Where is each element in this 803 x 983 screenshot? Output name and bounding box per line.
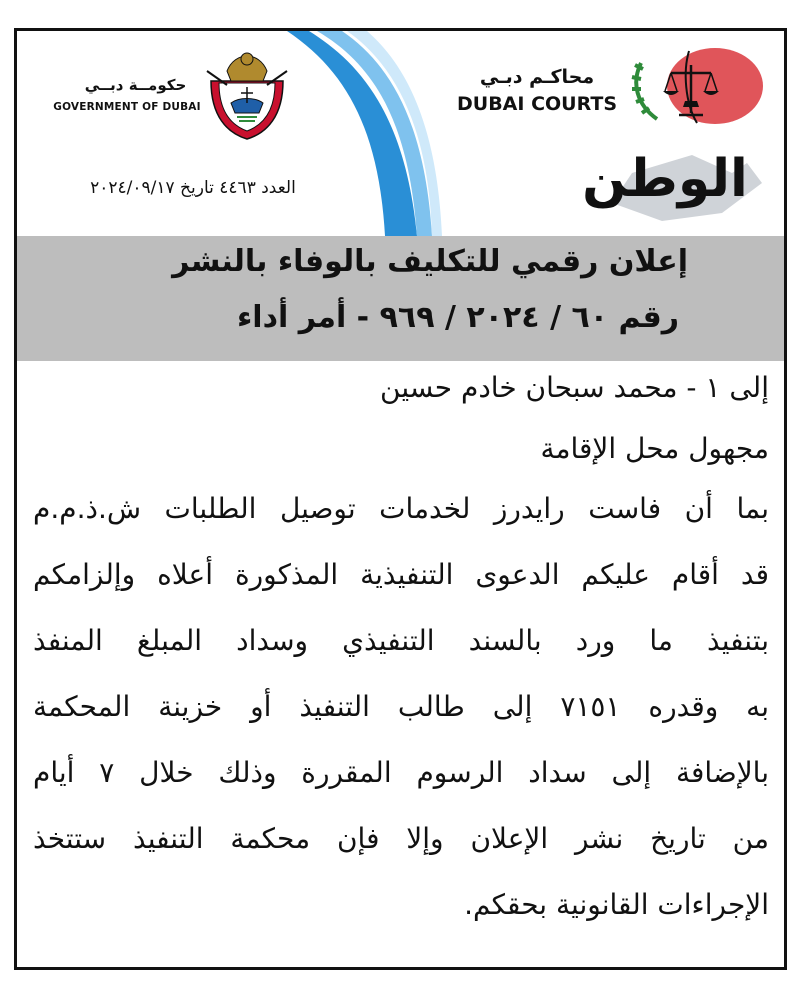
- body-text-line: قد أقام عليكم الدعوى التنفيذية المذكورة أعلاه وإلزامكم: [33, 558, 769, 591]
- body-text-line: به وقدره ٧١٥١ إلى طالب التنفيذ أو خزينة المحكمة: [33, 690, 769, 723]
- body-text-line: بالإضافة إلى سداد الرسوم المقررة وذلك خلال ٧ أيام: [33, 756, 770, 789]
- dubai-government-emblem-icon: [205, 41, 289, 141]
- courts-name-english: DUBAI COURTS: [457, 93, 618, 115]
- case-number: رقم ٦٠ / ٢٠٢٤ / ٩٦٩ - أمر أداء: [236, 300, 679, 335]
- issue-number-date: العدد ٤٤٦٣ تاريخ ٢٠٢٤/٠٩/١٧: [90, 178, 296, 198]
- body-text-line: بما أن فاست رايدرز لخدمات توصيل الطلبات ش.ذ.م.م: [33, 492, 769, 525]
- body-text-line: من تاريخ نشر الإعلان وإلا فإن محكمة التنفيذ ستتخذ: [33, 822, 769, 855]
- dubai-courts-scales-emblem-icon: [627, 43, 767, 129]
- advertisement-frame: [14, 28, 787, 970]
- government-name-english: GOVERNMENT OF DUBAI: [53, 101, 201, 113]
- courts-name-arabic: محاكـم دبـي: [479, 66, 595, 88]
- government-name-arabic: حكومــة دبــي: [84, 76, 187, 94]
- newspaper-name: الوطن: [582, 149, 748, 209]
- announcement-title: إعلان رقمي للتكليف بالوفاء بالنشر: [172, 244, 688, 279]
- residence-line: مجهول محل الإقامة: [540, 432, 769, 465]
- header: [17, 31, 784, 236]
- title-banner: [17, 236, 784, 361]
- recipient-line: إلى ١ - محمد سبحان خادم حسين: [380, 371, 769, 404]
- body-text-line: بتنفيذ ما ورد بالسند التنفيذي وسداد المبلغ المنفذ: [33, 624, 769, 657]
- body-text-line: الإجراءات القانونية بحقكم.: [464, 888, 769, 921]
